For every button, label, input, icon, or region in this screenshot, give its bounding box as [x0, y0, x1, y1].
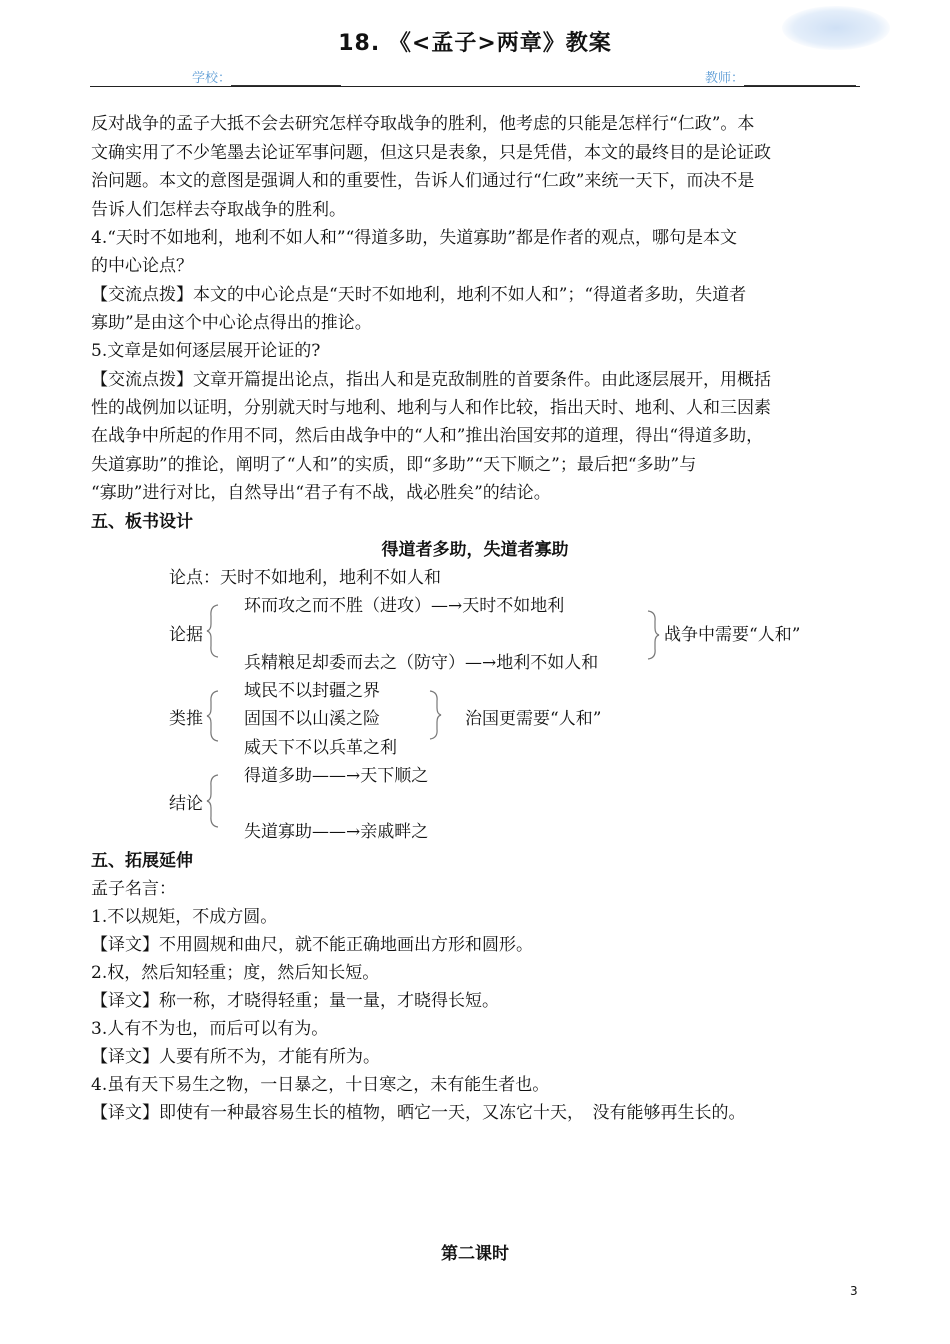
teacher-blank: [744, 71, 856, 86]
teacher-label: 教师：: [705, 71, 745, 86]
evidence-2-text: 兵精粮足却委而去之（防守）—: [244, 653, 482, 673]
conclusion-1-text: 得道多助——: [244, 766, 346, 786]
arrow-right-icon: →: [448, 596, 463, 616]
conclusion-2-text: 失道寡助——: [244, 822, 346, 842]
paragraph-line: 治问题。本文的意图是强调人和的重要性，告诉人们通过行“仁政”来统一天下，而决不是: [91, 171, 755, 191]
school-blank: [231, 71, 341, 86]
next-lesson-heading: 第二课时: [441, 1244, 509, 1264]
board-title: 得道者多助，失道者寡助: [381, 540, 569, 560]
board-evidence-label: 论据: [169, 625, 203, 645]
paragraph-line: 告诉人们怎样去夺取战争的胜利。: [91, 200, 346, 220]
page-title: 18. 《<孟子>两章》教案: [338, 31, 612, 56]
left-brace-icon: [206, 774, 220, 828]
evidence-1-target: 天时不如地利: [462, 596, 565, 616]
answer-5: “寡助”进行对比，自然导出“君子有不战，战必胜矣”的结论。: [91, 483, 551, 503]
translation-line: 【译文】不用圆规和曲尺，就不能正确地画出方形和圆形。: [91, 935, 533, 955]
board-evidence-2: [244, 651, 598, 675]
quote-line: 3.人有不为也，而后可以有为。: [91, 1019, 329, 1039]
analogy-item: 域民不以封疆之界: [244, 681, 380, 701]
school-label: 学校：: [192, 71, 232, 86]
quote-line: 1.不以规矩，不成方圆。: [91, 907, 278, 927]
board-thesis: 论点：天时不如地利，地利不如人和: [169, 568, 441, 588]
answer-4: 寡助”是由这个中心论点得出的推论。: [91, 313, 372, 333]
board-evidence-conclusion: 战争中需要“人和”: [664, 625, 801, 645]
analogy-item: 固国不以山溪之险: [244, 709, 380, 729]
answer-5: 性的战例加以证明，分别就天时与地利、地利与人和作比较，指出天时、地利、人和三因素: [91, 398, 771, 418]
question-4: 4.“天时不如地利，地利不如人和”“得道多助，失道寡助”都是作者的观点，哪句是本文: [91, 228, 737, 248]
board-conclusion-2: [244, 820, 428, 844]
evidence-1-text: 环而攻之而不胜（进攻）—: [244, 596, 448, 616]
school-field: [192, 67, 341, 86]
arrow-right-icon: →: [482, 653, 497, 673]
extension-intro: 孟子名言：: [91, 879, 176, 899]
board-analogy-label: 类推: [169, 709, 203, 729]
question-5: 5.文章是如何逐层展开论证的?: [91, 341, 321, 361]
answer-4: 【交流点拨】本文的中心论点是“天时不如地利，地利不如人和”；“得道者多助，失道者: [91, 285, 747, 305]
translation-line: 【译文】即使有一种最容易生长的植物，晒它一天，又冻它十天， 没有能够再生长的。: [91, 1103, 746, 1123]
conclusion-1-target: 天下顺之: [360, 766, 429, 786]
analogy-item: 威天下不以兵革之利: [244, 738, 397, 758]
page-number: 3: [850, 1284, 858, 1298]
arrow-right-icon: →: [346, 766, 361, 786]
evidence-2-target: 地利不如人和: [496, 653, 599, 673]
board-evidence-1: [244, 594, 564, 618]
conclusion-2-target: 亲戚畔之: [360, 822, 429, 842]
paragraph-line: 反对战争的孟子大抵不会去研究怎样夺取战争的胜利，他考虑的只能是怎样行“仁政”。本: [91, 114, 755, 134]
section-heading: 五、拓展延伸: [91, 851, 193, 871]
header-rule: [90, 86, 860, 87]
teacher-field: [705, 67, 856, 86]
board-conclusion-1: [244, 764, 428, 788]
answer-5: 在战争中所起的作用不同，然后由战争中的“人和”推出治国安邦的道理，得出“得道多助，: [91, 426, 764, 446]
quote-line: 4.虽有天下易生之物，一日暴之，十日寒之，未有能生者也。: [91, 1075, 550, 1095]
question-4: 的中心论点？: [91, 256, 193, 276]
translation-line: 【译文】人要有所不为，才能有所为。: [91, 1047, 380, 1067]
board-conclusion-label: 结论: [169, 794, 203, 814]
quote-line: 2.权，然后知轻重；度，然后知长短。: [91, 963, 380, 983]
answer-5: 【交流点拨】文章开篇提出论点，指出人和是克敌制胜的首要条件。由此逐层展开，用概括: [91, 370, 771, 390]
translation-line: 【译文】称一称，才晓得轻重；量一量，才晓得长短。: [91, 991, 499, 1011]
board-analogy-conclusion: 治国更需要“人和”: [465, 709, 602, 729]
right-brace-icon: [428, 690, 442, 740]
left-brace-icon: [206, 690, 220, 742]
left-brace-icon: [206, 604, 220, 658]
section-heading: 五、板书设计: [91, 512, 193, 532]
right-brace-icon: [646, 610, 660, 660]
arrow-right-icon: →: [346, 822, 361, 842]
answer-5: 失道寡助”的推论，阐明了“人和”的实质，即“多助”“天下顺之”；最后把“多助”与: [91, 455, 697, 475]
paragraph-line: 文确实用了不少笔墨去论证军事问题，但这只是表象，只是凭借，本文的最终目的是论证政: [91, 143, 771, 163]
